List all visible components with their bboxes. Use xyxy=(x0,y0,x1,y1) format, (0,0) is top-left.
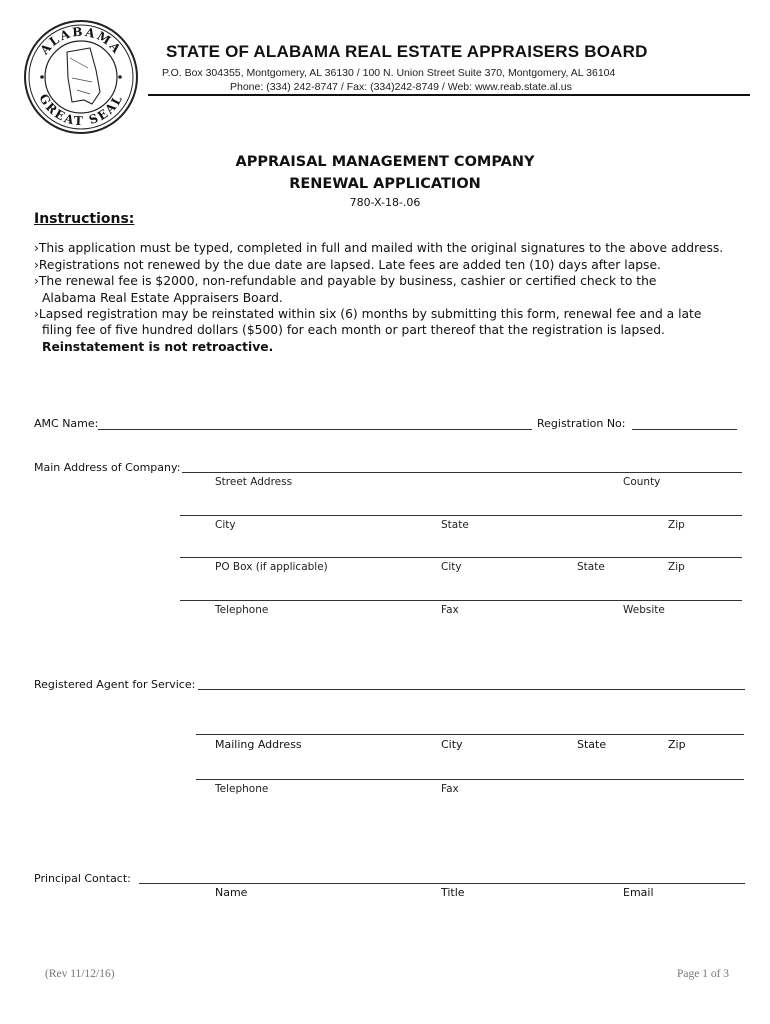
reinstatement-note: Reinstatement is not retroactive. xyxy=(42,340,274,354)
document-title-line2: RENEWAL APPLICATION xyxy=(289,176,481,192)
main-address-label: Main Address of Company: xyxy=(34,461,181,474)
instruction-line: ›Registrations not renewed by the due date are lapsed. Late fees are added ten (10) days after lapse. xyxy=(34,258,661,272)
document-title-line1: APPRAISAL MANAGEMENT COMPANY xyxy=(235,154,535,170)
zip-caption: Zip xyxy=(668,738,686,751)
name-caption: Name xyxy=(215,886,248,899)
po-box-caption: PO Box (if applicable) xyxy=(215,561,328,573)
state-caption: State xyxy=(577,738,607,751)
agent-telephone-fax-field[interactable] xyxy=(196,779,744,780)
city-caption: City xyxy=(215,519,236,531)
city-state-zip-field[interactable] xyxy=(180,515,742,516)
street-address-caption: Street Address xyxy=(215,476,293,488)
instruction-line: ›This application must be typed, completed in full and mailed with the original signatures to the above address. xyxy=(34,241,724,255)
registered-agent-field[interactable] xyxy=(198,689,745,690)
state-caption: State xyxy=(577,561,605,573)
board-contact: Phone: (334) 242-8747 / Fax: (334)242-8749 / Web: www.reab.state.al.us xyxy=(230,81,572,93)
instruction-line: ›Lapsed registration may be reinstated within six (6) months by submitting this form, renewal fee and a late xyxy=(34,307,702,321)
principal-contact-field[interactable] xyxy=(139,883,745,884)
regulation-code: 780-X-18-.06 xyxy=(349,196,421,209)
telephone-caption: Telephone xyxy=(215,604,269,616)
zip-caption: Zip xyxy=(668,561,685,573)
mailing-address-caption: Mailing Address xyxy=(215,738,302,751)
principal-contact-label: Principal Contact: xyxy=(34,872,131,885)
registration-no-label: Registration No: xyxy=(537,417,626,430)
street-address-field[interactable] xyxy=(182,472,742,473)
agent-mailing-address-field[interactable] xyxy=(196,734,744,735)
po-box-field[interactable] xyxy=(180,557,742,558)
instruction-line: ›The renewal fee is $2000, non-refundable and payable by business, cashier or certified check to the xyxy=(34,274,657,288)
county-caption: County xyxy=(623,476,661,488)
svg-text:ALABAMA: ALABAMA xyxy=(37,24,125,58)
website-caption: Website xyxy=(623,604,665,616)
amc-name-label: AMC Name: xyxy=(34,417,99,430)
fax-caption: Fax xyxy=(441,783,459,795)
title-caption: Title xyxy=(441,886,465,899)
amc-name-field[interactable] xyxy=(98,429,532,430)
revision-date: (Rev 11/12/16) xyxy=(45,968,115,980)
registered-agent-label: Registered Agent for Service: xyxy=(34,678,196,691)
zip-caption: Zip xyxy=(668,519,685,531)
state-caption: State xyxy=(441,519,469,531)
city-caption: City xyxy=(441,561,462,573)
page-number: Page 1 of 3 xyxy=(677,968,730,980)
email-caption: Email xyxy=(623,886,654,899)
instructions-heading: Instructions: xyxy=(34,211,135,227)
svg-text:GREAT SEAL: GREAT SEAL xyxy=(36,91,126,129)
header-rule xyxy=(148,94,750,96)
telephone-fax-website-field[interactable] xyxy=(180,600,742,601)
board-address: P.O. Box 304355, Montgomery, AL 36130 / 100 N. Union Street Suite 370, Montgomery, AL 36104 xyxy=(162,67,616,79)
instruction-line: filing fee of five hundred dollars ($500) for each month or part thereof that the registration is lapsed. xyxy=(42,323,665,337)
great-seal-of-alabama-logo xyxy=(22,18,140,136)
city-caption: City xyxy=(441,738,463,751)
fax-caption: Fax xyxy=(441,604,459,616)
registration-no-field[interactable] xyxy=(632,429,737,430)
instruction-line: Alabama Real Estate Appraisers Board. xyxy=(42,291,283,305)
telephone-caption: Telephone xyxy=(215,783,269,795)
board-title: STATE OF ALABAMA REAL ESTATE APPRAISERS BOARD xyxy=(166,42,648,61)
